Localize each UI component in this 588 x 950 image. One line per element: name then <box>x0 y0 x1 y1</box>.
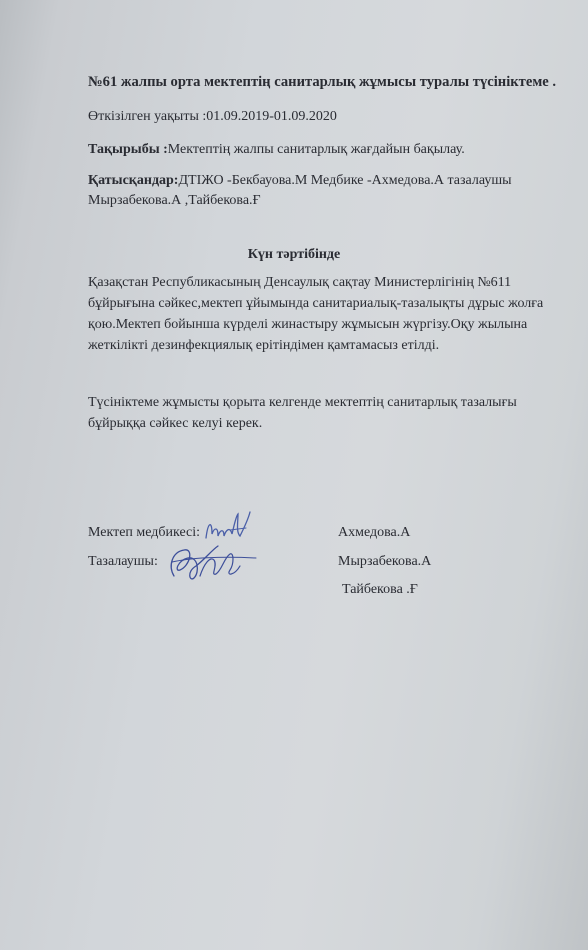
signature-name-cleaner-2: Тайбекова .Ғ <box>342 582 418 597</box>
participants-line-2: Мырзабекова.А ,Тайбекова.Ғ <box>88 193 261 208</box>
document-title: №61 жалпы орта мектептің санитарлық жұмысы туралы түсініктеме . <box>88 74 557 90</box>
conducted-date: Өткізілген уақыты :01.09.2019-01.09.2020 <box>88 109 337 124</box>
topic-line <box>88 142 465 158</box>
agenda-heading: Күн тәртібінде <box>247 247 341 262</box>
handwritten-signature-cleaner <box>160 536 260 586</box>
participants-label: Қатысқандар: <box>88 173 179 188</box>
conclusion-paragraph: Түсініктеме жұмысты қорыта келгенде мектептің санитарлық тазалығы бұйрыққа сәйкес келуі керек. <box>88 395 517 431</box>
participants-line <box>88 173 512 189</box>
signature-role-cleaner: Тазалаушы: <box>88 554 158 569</box>
participants-value-1: ДТІЖО -Бекбауова.М Медбике -Ахмедова.А тазалаушы <box>178 173 512 188</box>
topic-label: Тақырыбы : <box>88 142 168 157</box>
agenda-paragraph: Қазақстан Республикасының Денсаулық сақтау Министерлігінің №611 бұйрығына сәйкес,мектеп ұйымында санитариалық-тазалықты дұрыс жолға қою.Мектеп бойынша күрделі жинастыру жұмысын жүргізу.Оқу жылына жеткілікті дезинфекциялық ерітіндімен қамтамасыз етілді. <box>88 275 544 353</box>
signature-name-cleaner-1: Мырзабекова.А <box>338 554 432 569</box>
topic-value: Мектептің жалпы санитарлық жағдайын бақылау. <box>167 142 465 157</box>
signature-name-nurse: Ахмедова.А <box>338 525 411 540</box>
signature-role-nurse: Мектеп медбикесі: <box>88 525 201 540</box>
